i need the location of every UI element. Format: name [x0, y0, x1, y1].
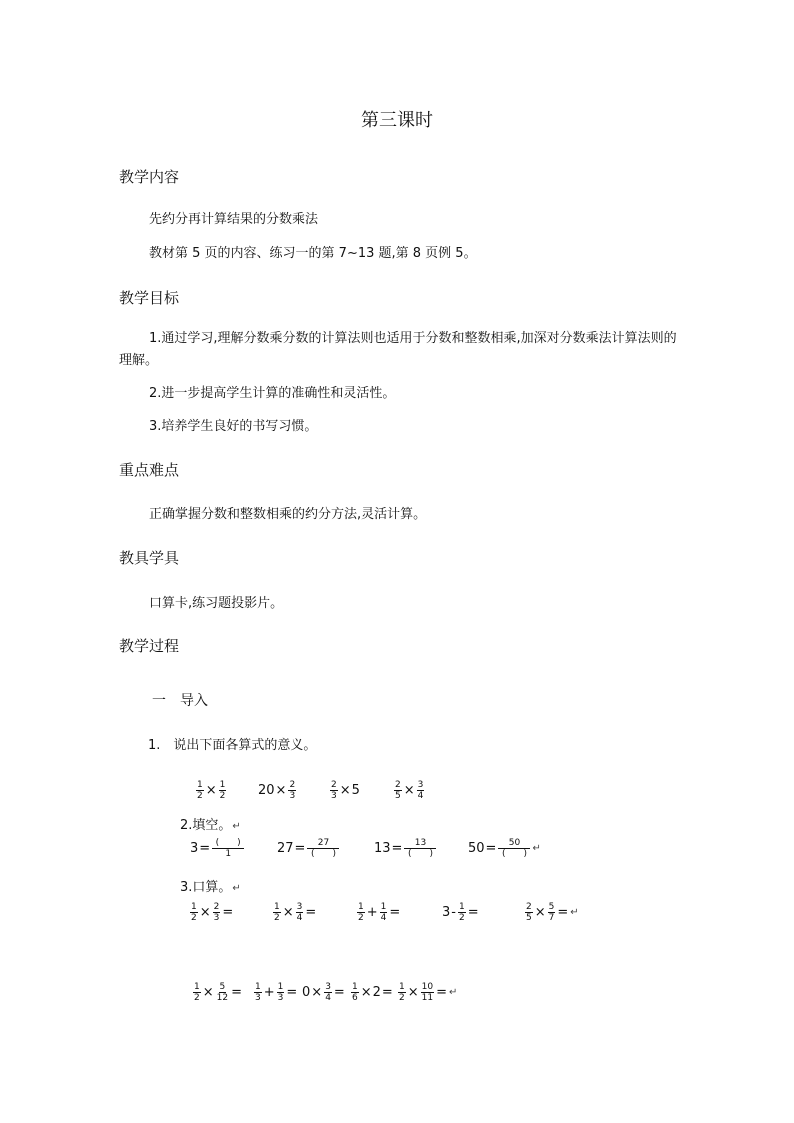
expr-1a: $\frac{1}{2}$ × $\frac{1}{2}$: [197, 780, 226, 801]
goal-line-3: 3.培养学生良好的书写习惯。: [149, 419, 318, 434]
fraction: $\frac{1}{2}$: [274, 902, 280, 923]
fraction: $\frac{5}{12}$: [216, 982, 229, 1003]
expr-2b: 27 = $\frac{27}{( )}$: [277, 838, 340, 859]
expr-2d: 50 = $\frac{50}{( )}$ ↵: [468, 838, 541, 859]
fraction: $\frac{2}{3}$: [213, 902, 220, 923]
fraction: $\frac{1}{3}$: [255, 982, 261, 1003]
fraction: $\frac{1}{2}$: [219, 780, 226, 801]
goal-line-2: 2.进一步提高学生计算的准确性和灵活性。: [149, 386, 396, 401]
fraction: $\frac{2}{5}$: [526, 902, 532, 923]
fraction: $\frac{1}{2}$: [191, 902, 197, 923]
expr-3d: 3 - $\frac{1}{2}$ =: [442, 902, 479, 923]
expr-3c: $\frac{1}{2}$ + $\frac{1}{4}$ =: [358, 902, 401, 923]
heading-key: 重点难点: [119, 461, 180, 479]
fraction: $\frac{1}{2}$: [358, 902, 364, 923]
fraction: $\frac{10}{11}$: [421, 982, 434, 1003]
expr-2c: 13 = $\frac{13}{( )}$: [374, 838, 437, 859]
fraction: $\frac{1}{2}$: [197, 780, 203, 801]
heading-goals: 教学目标: [119, 289, 180, 307]
expr-3a: $\frac{1}{2}$ × $\frac{2}{3}$ =: [191, 902, 234, 923]
fraction: $\frac{1}{2}$: [399, 982, 405, 1003]
expr-1d: $\frac{2}{5}$ × $\frac{3}{4}$: [395, 780, 424, 801]
fraction: $\frac{1}{2}$: [194, 982, 200, 1003]
fraction: $\frac{3}{4}$: [417, 780, 424, 801]
content-line-1: 先约分再计算结果的分数乘法: [149, 212, 319, 227]
heading-tools: 教具学具: [119, 549, 180, 567]
fraction: $\frac{( )}{1}$: [212, 838, 244, 859]
expr-3b: $\frac{1}{2}$ × $\frac{3}{4}$ =: [274, 902, 317, 923]
content-line-2: 教材第 5 页的内容、练习一的第 7~13 题,第 8 页例 5。: [149, 246, 477, 261]
goal-line-1: 1.通过学习,理解分数乘分数的计算法则也适用于分数和整数相乘,加深对分数乘法计算法则的理解。: [119, 331, 677, 368]
heading-process: 教学过程: [119, 637, 180, 655]
expr-4b: $\frac{1}{3}$ + $\frac{1}{3}$ =: [255, 982, 298, 1003]
fraction: $\frac{5}{7}$: [548, 902, 555, 923]
expr-1b: 20 × $\frac{2}{3}$: [258, 780, 296, 801]
fraction: $\frac{1}{3}$: [277, 982, 284, 1003]
fraction: $\frac{3}{4}$: [325, 982, 331, 1003]
fraction: $\frac{50}{( )}$: [498, 838, 530, 859]
expr-1c: $\frac{2}{3}$ × 5: [331, 780, 360, 801]
expr-4d: $\frac{1}{6}$ × 2 =: [352, 982, 393, 1003]
key-line-1: 正确掌握分数和整数相乘的约分方法,灵活计算。: [149, 507, 427, 522]
question-2: 2.填空。↵: [180, 818, 241, 833]
expr-2a: 3 = $\frac{( )}{1}$: [190, 838, 245, 859]
fraction: $\frac{27}{( )}$: [307, 838, 339, 859]
fraction: $\frac{1}{6}$: [352, 982, 358, 1003]
page-title: 第三课时: [361, 110, 433, 131]
fraction: $\frac{2}{5}$: [395, 780, 401, 801]
question-1: 1. 说出下面各算式的意义。: [148, 738, 317, 753]
fraction: $\frac{3}{4}$: [296, 902, 303, 923]
expr-4e: $\frac{1}{2}$ × $\frac{10}{11}$ = ↵: [399, 982, 458, 1003]
tools-line-1: 口算卡,练习题投影片。: [149, 596, 284, 611]
heading-content: 教学内容: [119, 168, 180, 186]
fraction: $\frac{13}{( )}$: [404, 838, 436, 859]
question-3: 3.口算。↵: [180, 880, 241, 895]
fraction: $\frac{1}{4}$: [380, 902, 387, 923]
expr-4a: $\frac{1}{2}$ × $\frac{5}{12}$ =: [194, 982, 242, 1003]
fraction: $\frac{2}{3}$: [331, 780, 337, 801]
fraction: $\frac{1}{2}$: [458, 902, 465, 923]
expr-4c: 0 × $\frac{3}{4}$ =: [302, 982, 345, 1003]
expr-3e: $\frac{2}{5}$ × $\frac{5}{7}$ = ↵: [526, 902, 579, 923]
fraction: $\frac{2}{3}$: [289, 780, 296, 801]
process-subheading: 一 导入: [152, 693, 208, 709]
